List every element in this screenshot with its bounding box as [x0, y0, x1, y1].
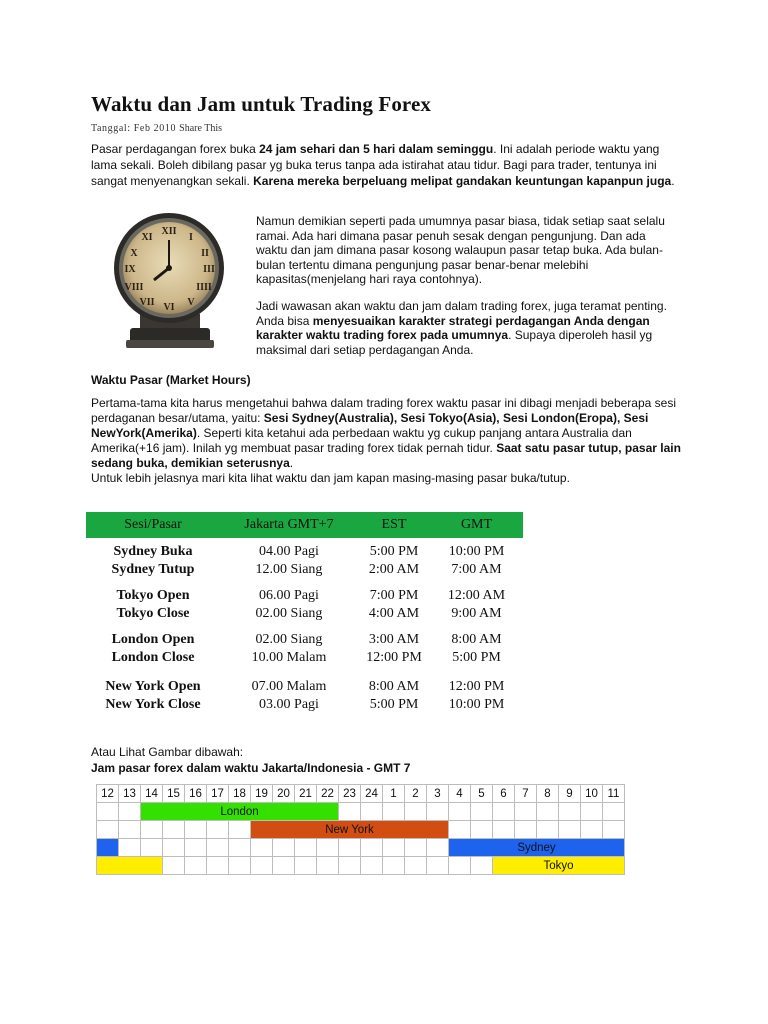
table-cell: 5:00 PM [369, 544, 419, 559]
grid-cell [427, 839, 449, 857]
hour-cell: 9 [559, 785, 581, 803]
share-link[interactable]: Share This [179, 123, 223, 134]
table-cell: 12:00 PM [448, 679, 505, 694]
table-cell: 7:00 AM [451, 562, 502, 577]
grid-cell [163, 839, 185, 857]
grid-cell [581, 821, 603, 839]
table-row [86, 649, 523, 667]
hour-cell: 16 [185, 785, 207, 803]
svg-text:XII: XII [161, 226, 177, 237]
grid-cell [603, 803, 625, 821]
table-cell: 7:00 PM [369, 588, 419, 603]
grid-cell [603, 821, 625, 839]
grid-cell [141, 821, 163, 839]
grid-cell [383, 857, 405, 875]
table-row [86, 605, 523, 623]
table-row-group [86, 587, 523, 623]
table-cell: 12:00 PM [366, 650, 422, 665]
newyork-row [97, 821, 625, 839]
grid-cell [427, 803, 449, 821]
grid-cell [449, 857, 471, 875]
table-cell: 5:00 PM [452, 650, 501, 665]
hour-cell: 3 [427, 785, 449, 803]
section-heading: Waktu Pasar (Market Hours) [91, 373, 251, 387]
table-cell: 10:00 PM [448, 544, 505, 559]
p3-text-3: . [289, 456, 294, 470]
tokyo-bar: Tokyo [493, 857, 625, 875]
grid-cell [295, 857, 317, 875]
market-paragraph-line: Untuk lebih jelasnya mari kita lihat waktu dan jam kapan masing-masing pasar buka/tutup. [91, 471, 570, 485]
london-row [97, 803, 625, 821]
hour-cell: 17 [207, 785, 229, 803]
grid-cell [449, 821, 471, 839]
table-cell: 04.00 Pagi [259, 544, 319, 559]
tokyo-row [97, 857, 625, 875]
grid-cell [163, 821, 185, 839]
grid-cell [273, 839, 295, 857]
grid-cell [339, 857, 361, 875]
session-name: London Close [111, 650, 195, 665]
schedule-grid [96, 784, 625, 875]
hour-cell: 21 [295, 785, 317, 803]
grid-cell [185, 857, 207, 875]
p3-text-2: . Seperti kita ketahui ada perbedaan waktu yg cukup panjang antara Australia dan Amerika(+16 jam). Inilah yg membuat pasar trading forex tidak pernah tidur. [91, 426, 632, 455]
intro-bold-1: 24 jam sehari dan 5 hari dalam seminggu [259, 142, 494, 156]
grid-cell [471, 821, 493, 839]
grid-cell [163, 857, 185, 875]
header-cell: GMT [460, 517, 493, 532]
sydney-row [97, 839, 625, 857]
grid-cell [119, 821, 141, 839]
table-row [86, 543, 523, 561]
table-cell: 03.00 Pagi [259, 697, 319, 712]
grid-cell [251, 857, 273, 875]
grid-cell [383, 803, 405, 821]
session-name: Tokyo Close [116, 606, 190, 621]
grid-cell [405, 857, 427, 875]
table-row-group [86, 678, 523, 714]
table-cell: 12.00 Siang [255, 562, 323, 577]
svg-text:VIII: VIII [124, 282, 144, 293]
tokyo-bar-start [97, 857, 163, 875]
p2-bold: menyesuaikan karakter strategi perdagangan Anda dengan karakter waktu trading forex pada umumnya [256, 313, 650, 342]
p3-text-1: Pertama-tama kita harus mengetahui bahwa dalam trading forex waktu pasar ini dibagi menjadi beberapa sesi perdaganan besar/utama, yaitu: [91, 396, 676, 425]
clock-paragraph-2 [256, 299, 676, 357]
hour-cell: 22 [317, 785, 339, 803]
hour-row [97, 785, 625, 803]
hour-cell: 23 [339, 785, 361, 803]
header-cell: EST [381, 517, 407, 532]
session-name: Sydney Tutup [111, 562, 195, 577]
svg-text:V: V [187, 297, 195, 308]
table-row [86, 696, 523, 714]
session-name: New York Open [105, 679, 201, 694]
hour-cell: 4 [449, 785, 471, 803]
hour-cell: 13 [119, 785, 141, 803]
grid-cell [493, 803, 515, 821]
grid-cell [383, 839, 405, 857]
svg-text:IIII: IIII [196, 282, 212, 293]
newyork-bar: New York [251, 821, 449, 839]
session-name: New York Close [105, 697, 201, 712]
grid-cell [207, 857, 229, 875]
table-cell: 06.00 Pagi [259, 588, 319, 603]
grid-cell [449, 803, 471, 821]
grid-cell [185, 821, 207, 839]
svg-text:IX: IX [124, 264, 136, 275]
svg-text:II: II [201, 248, 209, 259]
hour-cell: 2 [405, 785, 427, 803]
schedule-caption: Jam pasar forex dalam waktu Jakarta/Indonesia - GMT 7 [91, 761, 411, 775]
svg-text:VI: VI [163, 302, 175, 313]
grid-cell [339, 839, 361, 857]
svg-text:X: X [130, 248, 138, 259]
grid-cell [119, 839, 141, 857]
intro-paragraph [91, 141, 681, 189]
hour-cell: 1 [383, 785, 405, 803]
hour-cell: 14 [141, 785, 163, 803]
hour-cell: 7 [515, 785, 537, 803]
grid-cell [361, 839, 383, 857]
grid-cell [537, 821, 559, 839]
hour-cell: 12 [97, 785, 119, 803]
clock-image [112, 206, 227, 350]
session-name: London Open [111, 632, 195, 647]
hour-cell: 18 [229, 785, 251, 803]
grid-cell [405, 839, 427, 857]
grid-cell [339, 803, 361, 821]
header-cell: Jakarta GMT+7 [244, 517, 334, 532]
hour-cell: 15 [163, 785, 185, 803]
svg-text:XI: XI [141, 232, 153, 243]
market-paragraph [91, 396, 691, 471]
svg-text:III: III [203, 264, 215, 275]
hour-cell: 5 [471, 785, 493, 803]
sessions-table [86, 512, 523, 714]
session-name: Tokyo Open [116, 588, 190, 603]
grid-cell [207, 821, 229, 839]
grid-cell [97, 803, 119, 821]
table-cell: 5:00 PM [369, 697, 419, 712]
grid-cell [229, 839, 251, 857]
grid-cell [405, 803, 427, 821]
grid-cell [559, 803, 581, 821]
table-cell: 8:00 AM [368, 679, 420, 694]
svg-text:VII: VII [139, 297, 155, 308]
grid-cell [559, 821, 581, 839]
hour-cell: 19 [251, 785, 273, 803]
grid-cell [361, 857, 383, 875]
date-label: Tanggal: Feb 2010 [91, 123, 177, 134]
table-cell: 10:00 PM [448, 697, 505, 712]
table-row-group [86, 631, 523, 667]
grid-cell [141, 839, 163, 857]
hour-cell: 24 [361, 785, 383, 803]
hour-cell: 6 [493, 785, 515, 803]
intro-text-3: . [671, 174, 675, 188]
grid-cell [295, 839, 317, 857]
grid-cell [229, 857, 251, 875]
hour-cell: 20 [273, 785, 295, 803]
table-row [86, 631, 523, 649]
intro-text-2: . Ini adalah periode waktu yang lama sekali. Boleh dibilang pasar yg buka terus tanpa ada istirahat atau tidur. Bagi para trader, tentunya ini sangat menyenangkan sekali. [91, 142, 660, 188]
grid-cell [273, 857, 295, 875]
grid-cell [537, 803, 559, 821]
table-cell: 07.00 Malam [251, 679, 327, 694]
london-bar: London [141, 803, 339, 821]
table-cell: 02.00 Siang [255, 606, 323, 621]
grid-cell [515, 821, 537, 839]
grid-cell [471, 803, 493, 821]
table-cell: 8:00 AM [451, 632, 502, 647]
table-cell: 02.00 Siang [255, 632, 323, 647]
hour-cell: 10 [581, 785, 603, 803]
svg-text:I: I [189, 232, 193, 243]
grid-cell [471, 857, 493, 875]
grid-cell [317, 857, 339, 875]
table-cell: 2:00 AM [368, 562, 420, 577]
table-cell: 9:00 AM [451, 606, 502, 621]
grid-cell [493, 821, 515, 839]
grid-cell [251, 839, 273, 857]
p2-text-1: Jadi wawasan akan waktu dan jam dalam trading forex, juga teramat penting. Anda bisa [256, 299, 667, 328]
grid-cell [581, 803, 603, 821]
grid-cell [515, 803, 537, 821]
grid-cell [361, 803, 383, 821]
table-row [86, 561, 523, 579]
header-cell: Sesi/Pasar [124, 517, 182, 532]
grid-cell [317, 839, 339, 857]
table-cell: 12:00 AM [447, 588, 506, 603]
grid-cell [119, 803, 141, 821]
table-cell: 3:00 AM [368, 632, 420, 647]
grid-cell [207, 839, 229, 857]
intro-bold-2: Karena mereka berpeluang melipat gandakan keuntungan kapanpun juga [253, 174, 672, 188]
table-header [86, 512, 523, 538]
table-row [86, 678, 523, 696]
grid-cell [229, 821, 251, 839]
sydney-bar-start [97, 839, 119, 857]
table-row-group [86, 543, 523, 579]
table-row [86, 587, 523, 605]
hour-cell: 11 [603, 785, 625, 803]
clock-paragraph-1: Namun demikian seperti pada umumnya pasar biasa, tidak setiap saat selalu ramai. Ada hari dimana pasar penuh sesak dengan pengunjung. Dan ada waktu dan jam dimana pasar kosong walaupun pasar tetap buka. Ada bulan-bulan tertentu dimana pengunjung pasar benar-benar melebihi kapasitas(menjelang hari raya contohnya). [256, 214, 665, 286]
table-cell: 4:00 AM [368, 606, 420, 621]
p2-text-2: . Supaya diperoleh hasil yg maksimal dari setiap perdagangan Anda. [256, 328, 653, 357]
grid-cell [427, 857, 449, 875]
p3-bold-1: Sesi Sydney(Australia), Sesi Tokyo(Asia), Sesi London(Eropa), Sesi NewYork(Amerika) [91, 411, 649, 440]
table-cell: 10.00 Malam [251, 650, 327, 665]
hour-cell: 8 [537, 785, 559, 803]
sydney-bar: Sydney [449, 839, 625, 857]
session-name: Sydney Buka [113, 544, 193, 559]
caption: Atau Lihat Gambar dibawah: [91, 745, 244, 759]
grid-cell [97, 821, 119, 839]
intro-text-1: Pasar perdagangan forex buka [91, 142, 260, 156]
article-meta [91, 123, 222, 134]
page-title: Waktu dan Jam untuk Trading Forex [91, 92, 431, 116]
grid-cell [185, 839, 207, 857]
p3-bold-2: Saat satu pasar tutup, pasar lain sedang buka, demikian seterusnya [91, 441, 681, 470]
